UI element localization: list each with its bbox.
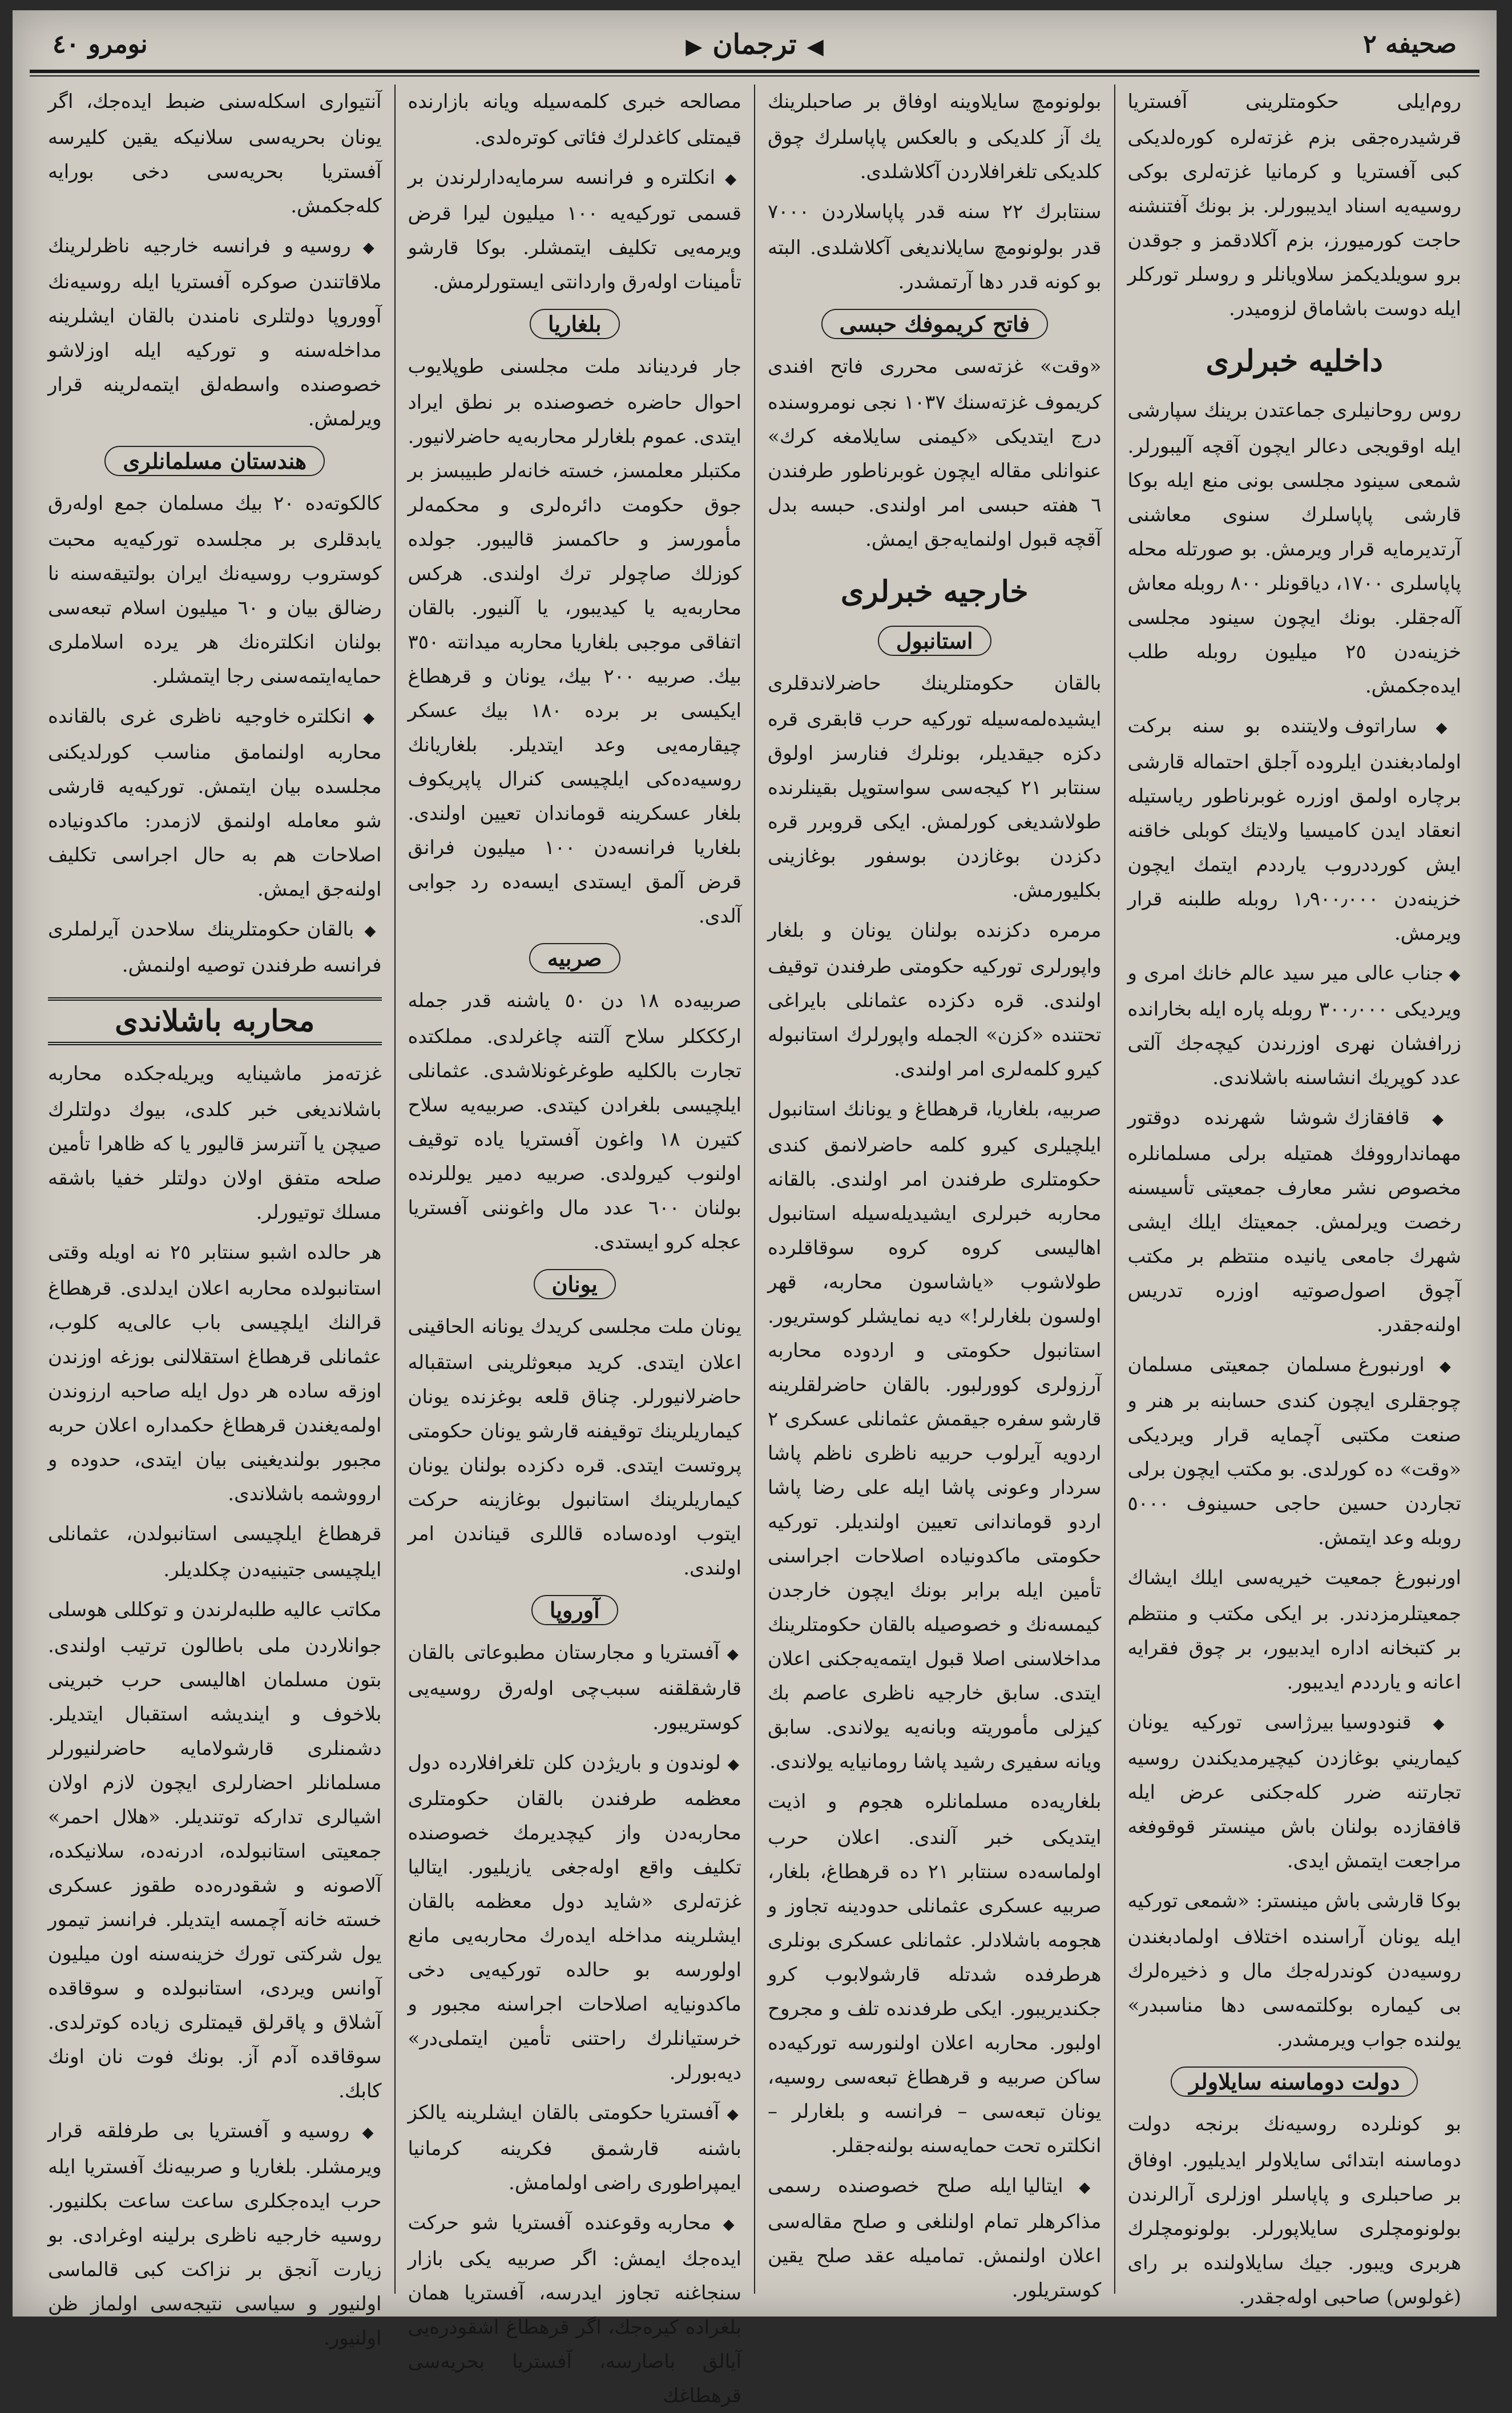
article-paragraph: ◆ قنودوسيا بيرژاسى توركيه يونان كيماريني بوغازدن كيچيرمديكندن روسيه تجارتنه ضرر كله‌جكنى عرض ايله قافقازده بولنان باش مينستر قوقوفغه مراجعت ايتمش ايدى. <box>1128 1705 1462 1878</box>
article-paragraph: «وقت» غزته‌سى محررى فاتح افندى كريموف غزته‌سنك ١٠٣٧ نجى نومروسنده درج ايتديكى «كيمنى سايلامغه كرك» عنوانلى مقاله ايچون غوبرناطور طرفندن ٦ هفته حبسى امر اولندى. حبسه بدل آقچه قبول اولنمايه‌جق ايمش. <box>768 355 1102 551</box>
issue-number: نومرو ٤٠ <box>53 30 148 59</box>
article-paragraph: ◆ قافقازك شوشا شهرنده دوقتور مهماندارووفك همتيله برلى مسلمانلره مخصوص نشر معارف جمعيتى تأسيسنه رخصت ويرلمش. جمعيتك ايلك ايشى شهرك جامعى يانيده منتظم بر مكتب آچوق اصول‌صوتيه اوزره تدريس اولنه‌جقدر. <box>1128 1101 1462 1342</box>
article-paragraph: روم‌ايلى حكومتلرينى آفستريا قرشيدره‌جقى بزم غزته‌لره كوره‌لديكى كبى آفستريا و كرمانيا غزته‌لرى بوكى روسيه‌يه اسناد ايديبورلر. بز بونك آفتنشنه حاجت كورميورز، بزم آكلادقمز و جوقدن برو سويلديكمز سلاويانلر و روسلر توركلر ايله دوست باشاماق لزوميدر. <box>1127 90 1461 320</box>
article-paragraph: ◆ محاربه وقوعنده آفستريا شو حركت ايده‌جك ايمش: اگر صربيه يكى بازار سنجاغنه تجاوز ايدرسه، آفستريا همان بلغراده كيره‌جك، اگر قرهطاغ اشقودره‌يى آيالق باصارسه، آفستريا بحريه‌سى قرهطاغك <box>408 2206 742 2413</box>
page-number: صحيفه ٢ <box>1363 30 1457 59</box>
article-paragraph: ◆ ساراتوف ولايتنده بو سنه بركت اولمادبغندن ايلروده آجلق احتماله قارشى برچاره اولمق اوزره غوبرناطور رياستيله انعقاد ايدن كاميسيا ولايتك كوبلى خاقنه ايش كورددروب يارددم ايتمك ايچون خزينه‌دن ١٫٩٠٠٫٠٠٠ روبله طلبنه قرار ويرمش. <box>1128 709 1462 950</box>
article-paragraph: ◆ انكلتره و فرانسه سرمايه‌دارلرندن بر قسمى توركيه‌يه ١٠٠ ميليون ليرا قرض ويرمه‌يى تكليف ايتمشلر. بوكا قارشو تأمينات اولەرق واردانتى ايستورلرمش. <box>408 160 742 299</box>
article-paragraph: ◆ لوندون و باريژدن كلن تلغرافلارده دول معظمه طرفندن بالقان حكومتلرى محاربه‌دن واز كيچديرمك خصوصنده تكليف واقع اوله‌جغى يازيليور. ايتاليا غزته‌لرى «شايد دول معظمه بالقان ايشلرينه مداخله ايدەرك محاربه‌يى مانع اولورسه بو حالده توركيه‌يى دخى ماكدونيايه اصلاحات اجراسنه مجبور و خرستيانلرك راحتنى تأمين ايتملى‌در» ديه‌بورلر. <box>408 1746 742 2090</box>
subheading-duma-elections: دولت دوماسنه سايلاولر <box>1128 2065 1462 2099</box>
column-4 <box>35 84 394 2350</box>
article-paragraph: آنتيوارى اسكله‌سنى ضبط ايده‌جك، اگر يونان بحريه‌سى سلانيكه يقين كليرسه آفستريا بحريه‌سى دخى بورايه كله‌جكمش. <box>48 90 382 217</box>
subheading-karimov-arrest: فاتح كريموفك حبسى <box>768 307 1102 341</box>
article-paragraph: ◆ انكلتره خاوجيه ناظرى غرى بالقانده محاربه اولنمامق مناسب كورلديكنى مجلسده بيان ايتمش. توركيه‌يه قارشى شو معامله اولنمق لازمدر: ماكدونياده اصلاحات هم به حال اجراسى تكليف اولنه‌جق ايمش. <box>48 699 382 907</box>
subheading-india-muslims: هندستان مسلمانلرى <box>48 444 382 478</box>
article-paragraph: ◆ آفستريا و مجارستان مطبوعاتى بالقان قارشقلقنه سبب‌چى اولەرق روسيه‌يى كوستريبور. <box>408 1635 742 1740</box>
article-paragraph: بو كونلرده روسيه‌نك برنجه دولت دوماسنه ابتدائى سايلاولر ايديليور. اوفاق بر صاحبلرى و پاپاسلر اوزلرى آرالرندن بولونومچلرى سايلاپورلر. بولونومچلرك هربرى ويبور. جيك سايلاولنده بر راى (غولوس) صاحبى اوله‌جقدر. <box>1127 2113 1461 2309</box>
article-paragraph: كالكوتەدە ٢٠ بيك مسلمان جمع اولەرق يابدقلرى بر مجلسده توركيه‌يه محبت كوستروب روسيه‌نك ايران بولتيقه‌سنه نا رضالق بيان و ٦٠ ميليون اسلام تبعه‌سى بولنان انكلتره‌نك هر يرده اسلاملرى حمايه‌ايتمه‌سنى رجا ايتمشلر. <box>48 492 382 688</box>
column-2 <box>754 84 1114 2302</box>
ornament-icon: ▶ <box>686 33 703 59</box>
article-paragraph: صربيه‌ده ١٨ دن ٥٠ ياشنه قدر جمله اركككلر سلاح آلتنه چاغرلدى. مملكتده تجارت بالكليه طوغرغونلاشدى. عثمانلى ايلچيسى بلغرادن كيتدى. صربيه‌يه سلاح كتيرن ١٨ واغون آفستريا ياده توقيف اولنوب كيرولدى. صربيه دمير يوللرنده بولنان ٦٠٠ عدد مال واغوننى آفستريا عجله كرو ايستدى. <box>408 989 741 1254</box>
subheading-serbia: صربيه <box>408 941 742 976</box>
subheading-bulgaria: بلغاريا <box>408 307 742 341</box>
article-paragraph: يونان ملت مجلسى كريدك يونانه الحاقينى اعلان ايتدى. كريد مبعوثلرينى استقباله حاضرلانيورلر. چناق قلعه بوغزنده يونان كيماريلرينك توقيفنه قارشو يونان حكومتى پروتست ايتدى. قره دكزده بولنان يونان كيماريلرينك استانبول بوغازينه حركت ايتوب اودەسادە قاللرى قيناندن امر اولندى. <box>408 1315 741 1580</box>
masthead-rule <box>30 70 1479 73</box>
article-paragraph: سنتابرك ٢٢ سنه قدر پاپاسلاردن ٧٠٠٠ قدر بولونومچ سايلانديغى آكلاشلدى. البته بو كونه قدر دها آرتمشدر. <box>768 200 1102 293</box>
article-paragraph: صربيه، بلغاريا، قرهطاغ و يونانك استانبول ايلچيلرى كيرو كلمه حاضرلانمق كندى حكومتلرى طرفندن امر اولندى. بالقانه محاربه خبرلرى ايشيديله‌سيله استانبول اهاليسى كروه كروه سوقاقلرده طولاشوب «ياشاسون محاربه، قهر اولسون بلغارلر!» ديه نمايشلر كوستريور. استانبول حكومتى و اردوده محاربه آرزولرى كوورلبور. بالقان حاضرلقلرينه قارشو سفره جيقمش عثمانلى عسكرى ٢ اردويه آيرلوب حربيه ناظرى ناظم پاشا سردار وعونى پاشا ايله على رضا پاشا اردو قوماندانى تعيين اولنديلر. توركيه حكومتى ماكدونياده اصلاحات اجراسنى تأمين ايله برابر بونك ايچون خارجدن كيمسه‌نك و خصوصيله بالقان حكومتلرينك مداخلاسنى اصلا قبول ايتمه‌يه‌جكنى اعلان ايتدى. سابق خارجيه ناظرى عاصم بك كيزلى مأموريته وبانه‌يه يولاندى. سابق ويانه سفيرى رشيد پاشا رومانيايه يولاندى. <box>768 1098 1102 1773</box>
column-3 <box>394 84 755 2407</box>
newspaper-title <box>35 29 1474 61</box>
section-heading-war-began: محاربه باشلاندى <box>48 997 382 1045</box>
article-paragraph: ◆ جناب عالى مير سيد عالم خانك امرى و ويرديكى ٣٠٠٫٠٠٠ روبله پاره ايله بخارانده زرافشان نهرى اوزرندن كيچه‌جك آلتى عدد كوپريك انشاسنه باشلاندى. <box>1128 956 1462 1095</box>
article-paragraph: بولونومچ سايلاوينه اوفاق بر صاحبلرينك يك آز كلديكى و بالعكس پاپاسلرك چوق كلديكى تلغرافلاردن آكلاشلدى. <box>768 90 1102 183</box>
article-paragraph: بلغاريه‌ده مسلمانلره هجوم و اذيت ايتديكى خبر آلندى. اعلان حرب اولماسه‌ده سنتابر ٢١ ده قرهطاغ، بلغار، صربيه عسكرى عثمانلى حدودينه تجاوز و هجومه باشلادلر. عثمانلى عسكرى بونلرى هرطرفده شدتله قارشولابوب كرو جكنديريبور. ايكى طرفدنده تلف و مجروح اولبور. محاربه اعلان اولنورسه توركيه‌ده ساكن صربيه و قرهطاغ تبعه‌سى روسيه، يونان تبعه‌سى – فرانسه و بلغارلر – انكلتره تحت حمايه‌سنه بولنه‌جقلر. <box>768 1790 1102 2157</box>
article-paragraph: بوكا قارشى باش مينستر: «شمعى توركيه ايله يونان آراسنده اختلاف اولمادبغندن روسيه‌دن كوندرله‌جك مال و ذخيره‌لرك بى كيماره بوكلتمه‌سى دها مناسبدر» يولنده جواب ويرمشدر. <box>1127 1890 1461 2051</box>
article-paragraph: ◆ روسيه و آفستريا بى طرفلقه قرار ويرمشلر. بلغاريا و صربيه‌نك آفستريا ايله حرب ايده‌جكلرى ساعت ساعت بكلنيور. روسيه خارجيه ناظرى برلينه اوغرادى. بو زيارت آنجق بر نزاكت كبى قالماسى اولنيور و سياسى نتيجه‌سى اولماز ظن اولنيور. <box>48 2114 382 2355</box>
columns <box>35 84 1474 2407</box>
article-paragraph: روس روحانيلرى جماعتدن برينك سپارشى ايله اوقويجى دعالر ايچون آقچه آليبورلر. شمعى سينود مجلسى بونى منع ايله بوكا قارشى پاپاسلرك سنوى معاشنى آرتديرمايه قرار ويرمش. بو صورتله محله پاپاسلرى ١٧٠٠، دياقونلر ٨٠٠ روبله معاش آله‌جقلر. بونك ايچون سينود مجلسى خزينه‌دن ٢٥ ميليون روبله طلب ايده‌جكمش. <box>1127 399 1461 698</box>
article-paragraph: ◆ بالقان حكومتلرينك سلاحدن آيرلملرى فرانسه طرفندن توصيه اولنمش. <box>48 912 382 982</box>
title-text: ترجمان <box>712 29 797 61</box>
article-paragraph: ◆ آفستريا حكومتى بالقان ايشلرينه يالكز باشنه قارشمق فكرينه كرمانيا ايمپراطورى راضى اولمامش. <box>408 2096 742 2200</box>
subheading-istanbul: استانبول <box>768 624 1102 658</box>
article-paragraph: بالقان حكومتلرينك حاضرلاندقلرى ايشيده‌لمه‌سيله توركيه حرب قابقرى قره دكزه جيقديلر، بونلرك فنارسز اولوق سنتابر ٢١ كيجه‌سى سواستوپل بقينلرنده طولاشديغى كورلمش. ايكى قروبرر قره دكزدن بوغازدن بوسفور بوغازينى بكليورمش. <box>768 672 1102 902</box>
article-paragraph: قرهطاغ ايلچيسى استانبولدن، عثمانلى ايلچيسى جتينيەدن چكلديلر. <box>48 1522 382 1581</box>
article-paragraph: ◆ ايتاليا ايله صلح خصوصنده رسمى مذاكرهلر تمام اولنلغى و صلح مقاله‌سى اعلان اولنمش. تماميله عقد صلح يقين كوستريلور. <box>768 2169 1102 2307</box>
masthead <box>35 26 1474 72</box>
article-paragraph: جار فرديناند ملت مجلسنى طوپلايوب احوال حاضره خصوصنده بر نطق ايراد ايتدى. عموم بلغارلر محاربه‌يه حاضرلانيور. مكتبلر معلمسز، خسته خانه‌لر طبيبسز بر جوق حكومت دائره‌لرى و محكمه‌لر مأمورسز و حاكمسز قاليبور. جولده كوزلك صاچولر ترك اولندى. هركس محاربه‌يه يا كيديبور، يا آلنيور. بالقان اتفاقى موجبى بلغاريا محاربه ميدانته ٣٥٠ بيك. صربيه ٢٠٠ بيك، يونان و قرهطاغ ايكيسى بر برده ١٨٠ بيك عسكر چيقارمه‌يى وعد ايتديلر. بلغاريانك روسيه‌ده‌كى ايلچيسى كنرال پاپريكوف بلغار عسكرينه قوماندان تعيين اولندى. بلغاريا فرانسه‌دن ١٠٠ ميليون فرانق قرض آلمق ايستدى ايسه‌ده رد جوابى آلدى. <box>408 355 741 928</box>
ornament-icon: ◀ <box>807 33 824 59</box>
section-heading-domestic: داخليه خبرلرى <box>1205 344 1383 378</box>
article-paragraph: ◆ اورنبورغ مسلمان جمعيتى مسلمان چوجقلرى ايچون كندى حسابنه بر هنر و صنعت مكتبى آچمايه قرار ويرديكى «وقت» ده كورلدى. بو مكتب ايچون برلى تجاردن حسين حاجى حسينوف ٥٠٠٠ روبله وعد ايتمش. <box>1128 1348 1462 1555</box>
article-paragraph: اورنبورغ جمعيت خيريه‌سى ايلك ايشاك جمعيتلرمزدندر. بر ايكى مكتب و منتظم بر كتبخانه اداره ايدبيور، بر چوق فقرايه اعانه و يارددم ايديبور. <box>1127 1566 1461 1694</box>
article-paragraph: مرمره دكزنده بولنان يونان و بلغار واپورلرى توركيه حكومتى طرفندن توقيف اولندى. قره دكزده عثمانلى بايراغى تحتنده «كزن» الجمله واپورلرك استانبوله كيرو كلمه‌لرى امر اولندى. <box>768 919 1102 1081</box>
article-paragraph: مكاتب عاليه طلبه‌لرندن و توكللى هوسلى جوانلاردن ملى باطالون ترتيب اولندى. بتون مسلمان اهاليسى حرب خبرينى بلاخوف و اينديشه استقبال ايتديلر. دشمنلرى قارشولامايه حاضرلنيورلر مسلمانلر احضارلرى ايچون لازم اولان اشيالرى تداركه توتنديلر. «هلال احمر» جمعيتى استانبولده، ادرنه‌ده، سلانيكده، آلاصونه و شقودره‌ده طقوز عسكرى خسته خانه آچمسە ايتديلر. فرانسز تيمور يول شركتى تورك خزينه‌سنه اون ميليون آوانس ويردى، استانبولده و سوقاقده آشلاق و پاقرلق قيمتلرى زياده كوترلدى. سوقاقده آدم آز. بونك فوت نان اونك كابك. <box>48 1598 382 2102</box>
article-paragraph: غزته‌مز ماشينايه ويريله‌جكده محاربه باشلانديغى خبر كلدى، بيوك دولتلرك صيچن يا آتنرسز قاليور يا كه ظاهرا تأمين صلحه متفق اولان دولتلر خفيا باشقه مسلك توتيورلر. <box>48 1062 382 1224</box>
subheading-greece: يونان <box>408 1267 742 1302</box>
column-1 <box>1114 84 1474 2309</box>
newspaper-page <box>13 10 1497 2407</box>
article-paragraph: هر حالده اشبو سنتابر ٢٥ نه اويله وقتى استانبولده محاربه اعلان ايدلدى. قرهطاغ قرالنك ايلچيسى باب عالى‌يه كلوب، عثمانلى قرهطاغ استقلالنى بوزغه اوزندن اوزقه ساده هر دول ايله صاحبه ارزوندن اولمه‌يغندن قرهطاغ حكمداره اعلان حربه مجبور بولنديغينى بيان ايتدى، حدوده و ارووشمه باشلاندى. <box>48 1241 382 1505</box>
section-heading-foreign: خارجيه خبرلرى <box>840 574 1029 609</box>
article-paragraph: مصالحه خبرى كلمه‌سيله ويانه بازارنده قيمتلى كاغدلرك فئاتى كوتره‌لدى. <box>408 90 741 149</box>
subheading-europe: آوروپا <box>408 1593 742 1628</box>
masthead-rule-thin <box>30 75 1479 76</box>
article-paragraph: ◆ روسيه و فرانسه خارجيه ناظرلرينك ملاقاتندن صوكره آفستريا ايله روسيه‌نك آووروپا دولتلرى نامندن بالقان ايشلرينه مداخله‌سنه و توركيه ايله اوزلاشو خصوصنده واسطه‌لق ايتمه‌لرينه قرار ويرلمش. <box>48 229 382 436</box>
